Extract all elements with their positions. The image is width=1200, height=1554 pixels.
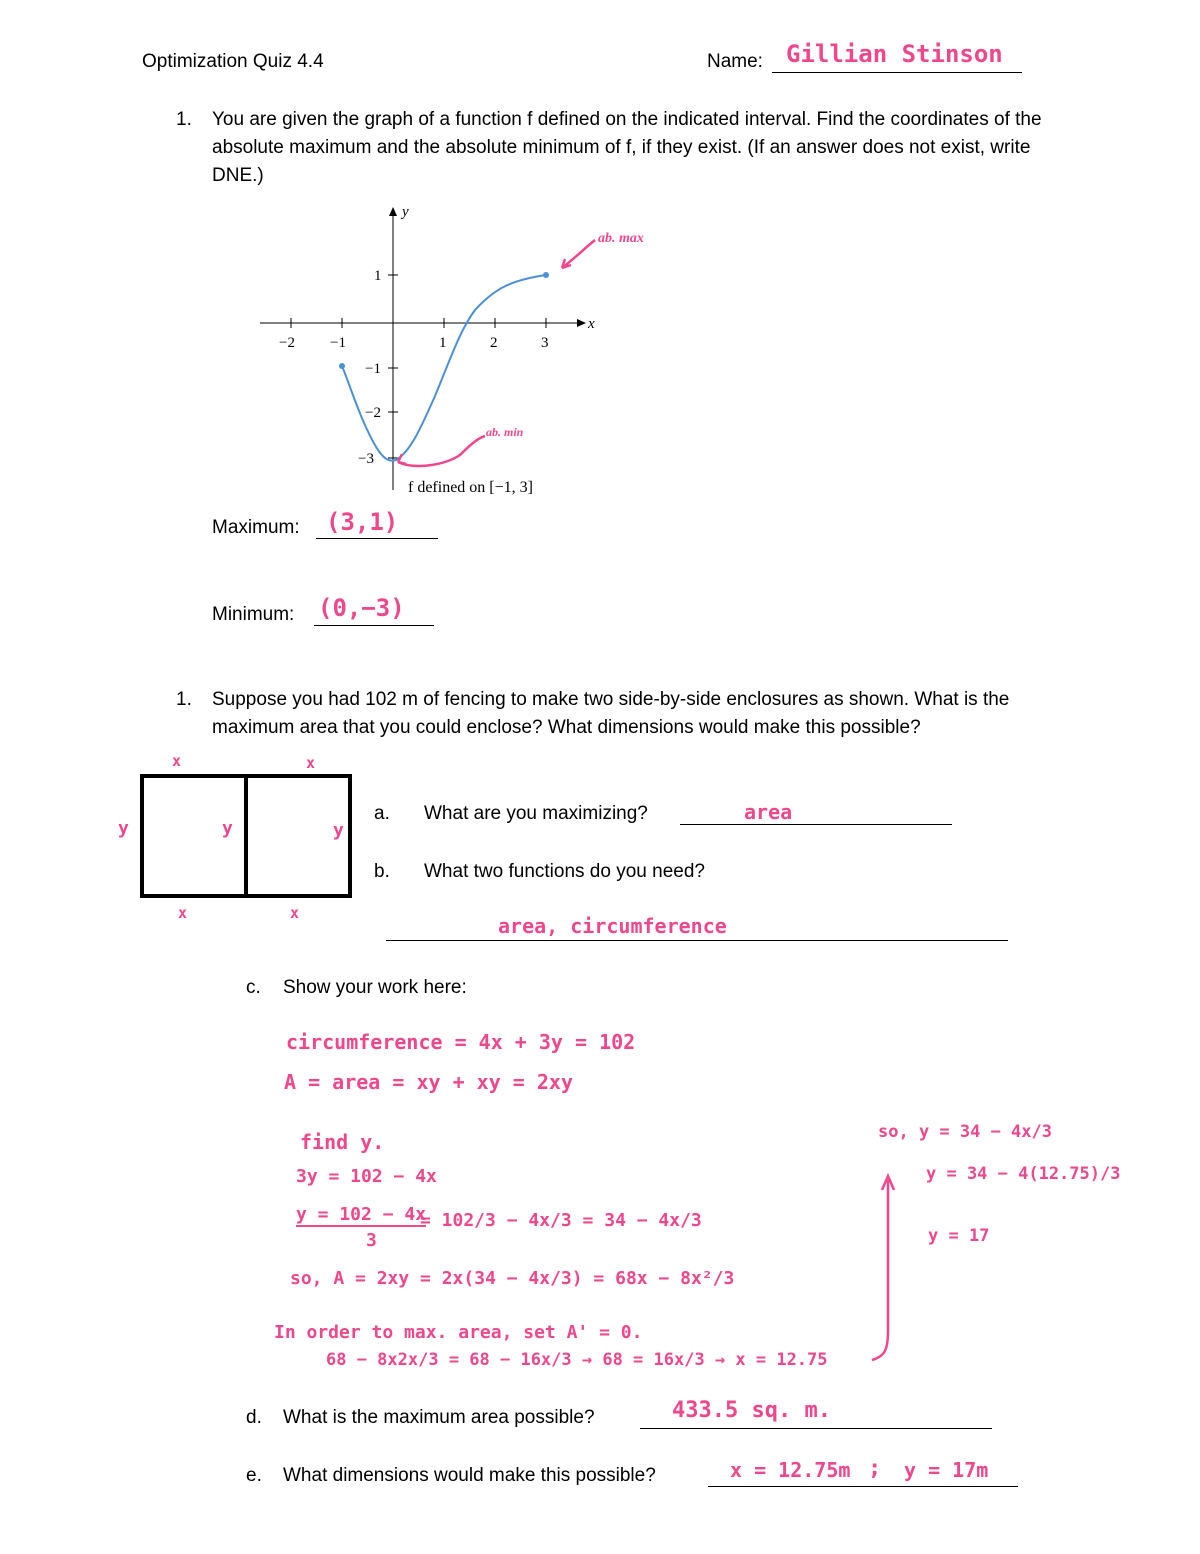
side-work-y-result: y = 17 <box>928 1226 990 1246</box>
side-work-y-substitute: y = 34 − 4(12.75)/3 <box>926 1164 1121 1184</box>
max-arrow <box>562 240 595 268</box>
curve-endpoint-right <box>543 272 549 278</box>
function-graph <box>250 200 700 505</box>
work-area: A = area = xy + xy = 2xy <box>284 1070 573 1094</box>
part-e-answer-y: y = 17m <box>904 1458 989 1482</box>
part-d-answer: 433.5 sq. m. <box>672 1398 831 1423</box>
part-e-text: What dimensions would make this possible? <box>283 1465 656 1486</box>
part-e-separator: ; <box>868 1456 882 1481</box>
q1-text: You are given the graph of a function f defined on the indicated interval. Find the coordinates of the absolute maximum and the absolute minimum of f, if they exist. (If an answer does not exist, write DNE.) <box>212 109 1042 186</box>
part-d-letter: d. <box>246 1407 262 1428</box>
side-work-y-formula: so, y = 34 − 4x/3 <box>878 1122 1052 1142</box>
min-arrow <box>398 436 485 466</box>
work-solve-3y: 3y = 102 − 4x <box>296 1166 437 1187</box>
part-a-letter: a. <box>374 803 390 824</box>
work-arrow <box>868 1170 908 1370</box>
work-circumference: circumference = 4x + 3y = 102 <box>286 1030 636 1054</box>
min-annotation: ab. min <box>486 425 524 439</box>
work-derivative-note: In order to max. area, set A' = 0. <box>274 1322 643 1343</box>
q2-text: Suppose you had 102 m of fencing to make two side-by-side enclosures as shown. What is the maximum area that you could enclose? What dimensions would make this possible? <box>212 689 1010 738</box>
work-y-simplified: = 102/3 − 4x/3 = 34 − 4x/3 <box>420 1210 702 1231</box>
x-tick-label: −1 <box>330 335 346 351</box>
q1-number: 1. <box>176 109 192 130</box>
part-e-letter: e. <box>246 1465 262 1486</box>
work-area-function: so, A = 2xy = 2x(34 − 4x/3) = 68x − 8x²/3 <box>290 1268 735 1289</box>
diagram-label-x-bottom-right: x <box>290 904 300 922</box>
min-value: (0,−3) <box>318 594 405 622</box>
name-label: Name: <box>707 51 763 72</box>
part-b-answer: area, circumference <box>498 914 727 938</box>
enclosure-divider <box>244 778 248 894</box>
x-tick-label: −2 <box>279 335 295 351</box>
x-tick-label: 3 <box>541 335 549 351</box>
y-tick-label: −1 <box>365 361 381 377</box>
work-y-fraction-den: 3 <box>366 1230 377 1251</box>
graph-caption: f defined on [−1, 3] <box>408 479 533 496</box>
part-d-text: What is the maximum area possible? <box>283 1407 595 1428</box>
q2-number: 1. <box>176 689 192 710</box>
part-c-text: Show your work here: <box>283 977 467 998</box>
diagram-label-y-left: y <box>118 818 129 839</box>
part-e-answer-x: x = 12.75m <box>730 1458 851 1482</box>
work-y-fraction-num: y = 102 − 4x <box>296 1204 427 1225</box>
enclosure-diagram <box>140 774 352 898</box>
min-arrowhead <box>398 454 406 464</box>
x-tick-label: 1 <box>439 335 447 351</box>
part-a-answer: area <box>744 800 793 824</box>
work-solve-x: 68 − 8x2x/3 = 68 − 16x/3 → 68 = 16x/3 → x = 12.75 <box>326 1350 828 1370</box>
x-axis-label: x <box>588 316 595 332</box>
max-value: (3,1) <box>326 508 399 536</box>
y-tick-label: −2 <box>365 405 381 421</box>
diagram-label-y-middle: y <box>222 818 233 839</box>
part-c-letter: c. <box>246 977 261 998</box>
y-tick-label: 1 <box>374 268 382 284</box>
diagram-label-x-bottom-left: x <box>178 904 188 922</box>
name-value: Gillian Stinson <box>786 40 1003 68</box>
part-b-text: What two functions do you need? <box>424 861 705 882</box>
max-label: Maximum: <box>212 517 300 538</box>
diagram-label-x-top-left: x <box>172 752 182 770</box>
work-find-y: find y. <box>300 1130 385 1154</box>
min-label: Minimum: <box>212 604 295 625</box>
part-a-text: What are you maximizing? <box>424 803 648 824</box>
part-a-field[interactable] <box>680 800 952 825</box>
diagram-label-x-top-right: x <box>306 754 316 772</box>
quiz-title: Optimization Quiz 4.4 <box>142 51 324 72</box>
max-annotation: ab. max <box>598 231 644 246</box>
y-tick-label: −3 <box>358 451 374 467</box>
curve-endpoint-left <box>339 363 345 369</box>
x-tick-label: 2 <box>490 335 498 351</box>
part-b-letter: b. <box>374 861 390 882</box>
diagram-label-y-right: y <box>333 820 344 841</box>
y-axis-label: y <box>402 204 409 220</box>
